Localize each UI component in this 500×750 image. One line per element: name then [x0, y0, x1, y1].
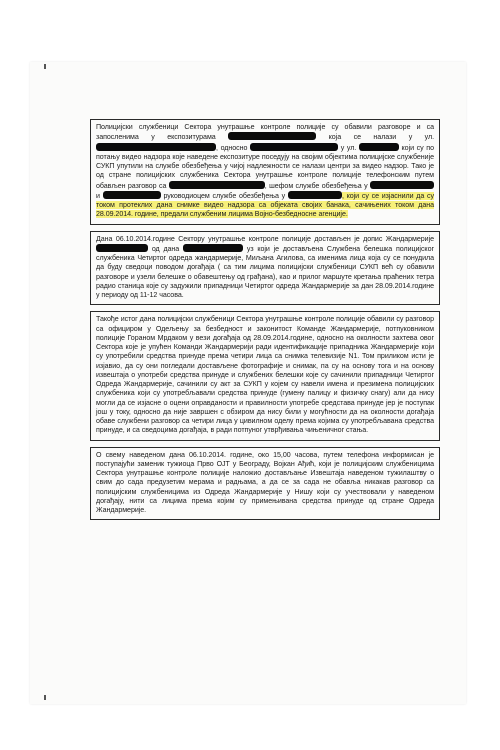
redaction [103, 191, 161, 199]
redaction [96, 244, 148, 252]
paragraph-2 [90, 231, 440, 306]
paragraph-1-text-g: и [96, 191, 100, 200]
paragraph-2-text-b: од дана [151, 244, 180, 253]
paragraph-1-text-e: који су по потању видео надзора које наведене експозитуре поседују на својим објектима полицијске службеније СУКП упутили на службе обезбеђења у чијој надлежности се налази центри за видео надзор. Тако је од стране полицијских службеника Сектора унутрашње контроле полиције телефонским путем обављен разговор са [96, 143, 434, 190]
paragraph-1 [90, 119, 440, 225]
redaction [370, 181, 434, 189]
paragraph-4-text: О свему наведеном дана 06.10.2014. године, око 15,00 часова, путем телефона информисан је поступајући заменик тужиоца Прво ОЈТ у Београду, Војкан Ађић, који је полицијским службеницима Сектора унутрашње контроле полиције наложио достављање Извештаја наведеном тужилаштву о свим до сада предузетим мерама и радњама, а да се за сада не обавља никакав разговор са полицијским службеницима из Одреда Жандармерије у Нишу који су учествовали у наведеном догађају, нити са лицима према којим су примењивана средства принуде од стране Одреда Жандармерије. [96, 450, 434, 514]
paragraph-4 [90, 447, 440, 521]
paragraph-1-text-a: Полицијски службеници Сектора унутрашње контроле полиције су обавили разговоре и са запосленима у експозитурама [96, 123, 434, 142]
paragraph-2-text-c: уз који је достављена Службена белешка полицијског службеника Четиртог одреда жандармерије, Миљана Агилова, са именима лица која су се понудила да буду сведоци поводом догађаја ( са тим лицима полицијски службеници СУКП већ су обавили разговоре и узели белешке о обавештењу од грађана), као и прилог маршуте кретања праћених тетра радио станица које су задужили припадници Четиртог одреда Жандармерије за дан 28.09.2014.године у периоду од 11-12 часова. [96, 244, 435, 299]
paragraph-1-text-d: у ул. [340, 143, 357, 152]
highlighted-text: , који су се изјаснили да су током протеклих дана снимке видео надзора са објеката својих банака, сачињених током дана 28.09.2014. године, предали службеним лицима Војно-безбедносне агенције. [96, 191, 435, 219]
punch-mark-top [44, 64, 46, 69]
redaction [250, 143, 338, 151]
redaction [228, 132, 316, 140]
paragraph-3 [90, 311, 440, 440]
paragraph-2-text-a: Дана 06.10.2014.године Сектору унутрашње контроле полиције достављен је допис Жандармерије [96, 234, 434, 243]
paragraph-1-text-f: , шефом службе обезбеђења у [264, 181, 368, 190]
document-body [90, 119, 440, 526]
paragraph-1-text-b: која се налази у ул. [328, 133, 435, 142]
paragraph-1-text-h: руководиоцем службе обезбеђења у [163, 191, 286, 200]
redaction [96, 143, 216, 151]
punch-mark-bottom [44, 695, 46, 700]
paragraph-3-text: Такође истог дана полицијски службеници Сектора унутрашње контроле полиције обавили су разговор са официром у Одељењу за безбедност и законитост Команде Жандармерије, потпуковником полиције Гораном Мрдаком у вези догађаја од 28.09.2014.године, односно на околности захтева овог Сектора које је упућен Команди Жандармерији ради идентификације припадника Жандармерије који су употребили средства принуде према четири лица са снимка телевизије N1. Том приликом исти је изјавио, да су они погледали достављене фотографије и снимак, па су на основу тога и на основу извештаја о употреби средства принуде и службених белешки које су сачинили припадници Четиртог Одреда Жандармерије, сачинили су акт за СУКП у којем су навели имена и презимена полицијских службеника који су употребљавали средства принуде (гумену палицу и физичку снагу) али да нису могли да се изјасне о оцени оправданости и правилности употребе средстава принуде јер је поступак још у току, односно да није завршен с обзиром да нису били у могућности да на околности догађаја обаве службени разговор са четири лица у цивилном оделу према којима су употребљавана средства принуде, и са сведоцима догађаја, в ради потпуног утврђивања чињеничног стања. [96, 315, 434, 435]
redaction [169, 181, 265, 189]
redaction [359, 143, 399, 151]
redaction [288, 191, 342, 199]
paragraph-1-text-c: , односно [216, 143, 248, 152]
redaction [183, 244, 243, 252]
